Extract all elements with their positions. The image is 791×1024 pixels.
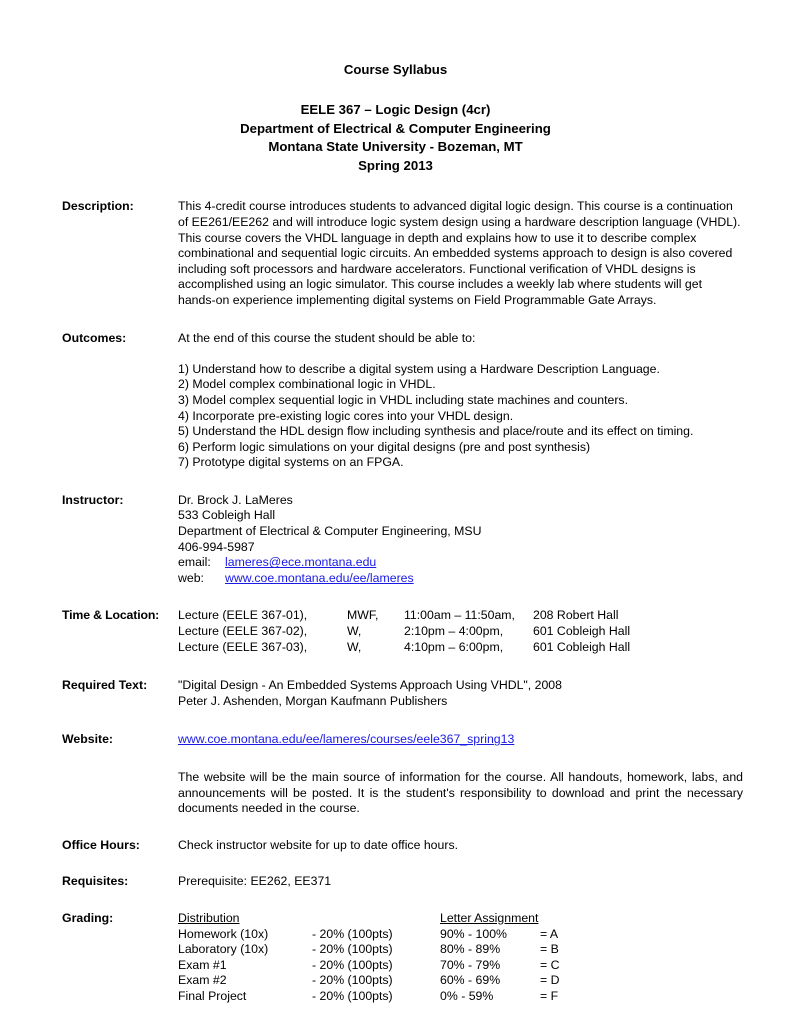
office-hours-label: Office Hours: xyxy=(62,837,140,852)
required-text-content xyxy=(178,678,743,709)
table-row xyxy=(178,608,630,624)
grading-weight: - 20% (100pts) xyxy=(312,957,393,972)
description-label: Description: xyxy=(62,199,134,214)
section-required-text xyxy=(0,678,791,709)
grading-content xyxy=(178,911,743,1005)
outcomes-content xyxy=(178,331,743,471)
outcomes-intro: At the end of this course the student should be able to: xyxy=(178,330,476,345)
section-description xyxy=(0,199,791,308)
instructor-label: Instructor: xyxy=(62,492,124,507)
course-heading-line: EELE 367 – Logic Design (4cr) xyxy=(300,102,491,117)
schedule-course: Lecture (EELE 367-01), xyxy=(178,608,308,623)
grading-range: 60% - 69% xyxy=(440,973,501,988)
website-note-content xyxy=(178,770,743,817)
schedule-table xyxy=(178,608,630,655)
required-text-author: Peter J. Ashenden, Morgan Kaufmann Publishers xyxy=(178,693,448,708)
outcome-item: 6) Perform logic simulations on your digital designs (pre and post synthesis) xyxy=(178,439,591,454)
web-label: web: xyxy=(178,570,204,585)
website-note-body: The website will be the main source of information for the course. All handouts, homework, labs, and announcements will be posted. It is the student's responsibility to download and print the necessary documents needed in the course. xyxy=(178,770,743,816)
schedule-room: 208 Robert Hall xyxy=(533,608,619,623)
grading-item: Exam #1 xyxy=(178,957,227,972)
required-text-label: Required Text: xyxy=(62,678,148,693)
email-label: email: xyxy=(178,555,211,570)
table-row xyxy=(178,942,559,958)
schedule-days: W, xyxy=(347,639,362,654)
instructor-office: 533 Cobleigh Hall xyxy=(178,508,276,523)
section-outcomes xyxy=(0,331,791,471)
requisites-content xyxy=(178,874,743,890)
outcome-item: 1) Understand how to describe a digital system using a Hardware Description Language. xyxy=(178,361,660,376)
grading-item: Laboratory (10x) xyxy=(178,942,269,957)
office-hours-body: Check instructor website for up to date office hours. xyxy=(178,837,459,852)
table-row xyxy=(178,927,559,943)
grading-item: Exam #2 xyxy=(178,973,227,988)
instructor-phone: 406-994-5987 xyxy=(178,539,255,554)
outcomes-label: Outcomes: xyxy=(62,330,127,345)
requisites-label: Requisites: xyxy=(62,874,129,889)
grading-letter: = A xyxy=(540,926,559,941)
instructor-web-row xyxy=(178,571,743,587)
instructor-email-row xyxy=(178,555,743,571)
website-url-link[interactable]: www.coe.montana.edu/ee/lameres/courses/eele367_spring13 xyxy=(178,732,515,747)
grading-item: Homework (10x) xyxy=(178,926,269,941)
title-block xyxy=(0,0,791,175)
grading-label: Grading: xyxy=(62,910,114,925)
table-header-row xyxy=(178,911,559,927)
section-instructor xyxy=(0,493,791,587)
grading-item: Final Project xyxy=(178,988,247,1003)
grading-table xyxy=(178,911,559,1005)
section-time-location xyxy=(0,608,791,655)
course-heading-line: Spring 2013 xyxy=(358,157,433,173)
table-row xyxy=(178,640,630,656)
schedule-room: 601 Cobleigh Hall xyxy=(533,639,631,654)
grading-range: 90% - 100% xyxy=(440,926,507,941)
letter-assignment-header: Letter Assignment xyxy=(440,910,539,925)
table-row xyxy=(178,624,630,640)
description-content xyxy=(178,199,743,308)
section-website-note xyxy=(0,770,791,817)
outcome-item: 5) Understand the HDL design flow including synthesis and place/route and its effect on timing. xyxy=(178,424,694,439)
website-content xyxy=(178,732,743,748)
schedule-room: 601 Cobleigh Hall xyxy=(533,624,631,639)
grading-letter: = F xyxy=(540,988,559,1003)
grading-weight: - 20% (100pts) xyxy=(312,988,393,1003)
schedule-days: MWF, xyxy=(347,608,379,623)
section-office-hours xyxy=(0,838,791,854)
website-label: Website: xyxy=(62,732,114,747)
schedule-time: 4:10pm – 6:00pm, xyxy=(404,639,504,654)
course-heading xyxy=(0,78,791,175)
time-location-content xyxy=(178,608,743,655)
grading-letter: = D xyxy=(540,973,560,988)
table-row xyxy=(178,958,559,974)
section-requisites xyxy=(0,874,791,890)
schedule-course: Lecture (EELE 367-02), xyxy=(178,624,308,639)
schedule-course: Lecture (EELE 367-03), xyxy=(178,639,308,654)
grading-weight: - 20% (100pts) xyxy=(312,942,393,957)
schedule-time: 2:10pm – 4:00pm, xyxy=(404,624,504,639)
grading-letter: = C xyxy=(540,957,560,972)
table-row xyxy=(178,989,559,1005)
outcomes-list xyxy=(178,362,743,471)
instructor-content xyxy=(178,493,743,587)
section-website xyxy=(0,732,791,748)
time-location-label: Time & Location: xyxy=(62,608,160,623)
schedule-days: W, xyxy=(347,624,362,639)
grading-range: 80% - 89% xyxy=(440,942,501,957)
required-text-title: "Digital Design - An Embedded Systems Approach Using VHDL", 2008 xyxy=(178,678,562,693)
grading-range: 70% - 79% xyxy=(440,957,501,972)
requisites-body: Prerequisite: EE262, EE371 xyxy=(178,874,332,889)
instructor-web-link[interactable]: www.coe.montana.edu/ee/lameres xyxy=(225,570,414,585)
course-heading-line: Montana State University - Bozeman, MT xyxy=(268,139,523,155)
course-heading-line: Department of Electrical & Computer Engineering xyxy=(240,120,551,136)
outcome-item: 3) Model complex sequential logic in VHDL including state machines and counters. xyxy=(178,392,628,407)
description-body: This 4-credit course introduces students to advanced digital logic design. This course is a continuation of EE261/EE262 and will introduce logic system design using a hardware description language (VHDL). This course covers the VHDL language in depth and explains how to use it to describe complex combinational and sequential logic circuits. An embedded systems approach to design is also covered including soft processors and hardware accelerators. Functional verification of VHDL designs is accomplished using an logic simulator. This course includes a weekly lab where students will get hands-on experience implementing digital systems on Field Programmable Gate Arrays. xyxy=(178,199,741,307)
instructor-email-link[interactable]: lameres@ece.montana.edu xyxy=(225,555,377,570)
distribution-header: Distribution xyxy=(178,910,240,925)
instructor-department: Department of Electrical & Computer Engineering, MSU xyxy=(178,524,482,539)
grading-range: 0% - 59% xyxy=(440,988,494,1003)
grading-weight: - 20% (100pts) xyxy=(312,973,393,988)
page-title: Course Syllabus xyxy=(343,62,448,77)
schedule-time: 11:00am – 11:50am, xyxy=(404,608,515,623)
outcome-item: 2) Model complex combinational logic in VHDL. xyxy=(178,377,436,392)
instructor-name: Dr. Brock J. LaMeres xyxy=(178,492,293,507)
grading-letter: = B xyxy=(540,942,559,957)
outcome-item: 7) Prototype digital systems on an FPGA. xyxy=(178,455,404,470)
section-grading xyxy=(0,911,791,1005)
grading-weight: - 20% (100pts) xyxy=(312,926,393,941)
outcome-item: 4) Incorporate pre-existing logic cores into your VHDL design. xyxy=(178,408,514,423)
table-row xyxy=(178,973,559,989)
office-hours-content xyxy=(178,838,743,854)
